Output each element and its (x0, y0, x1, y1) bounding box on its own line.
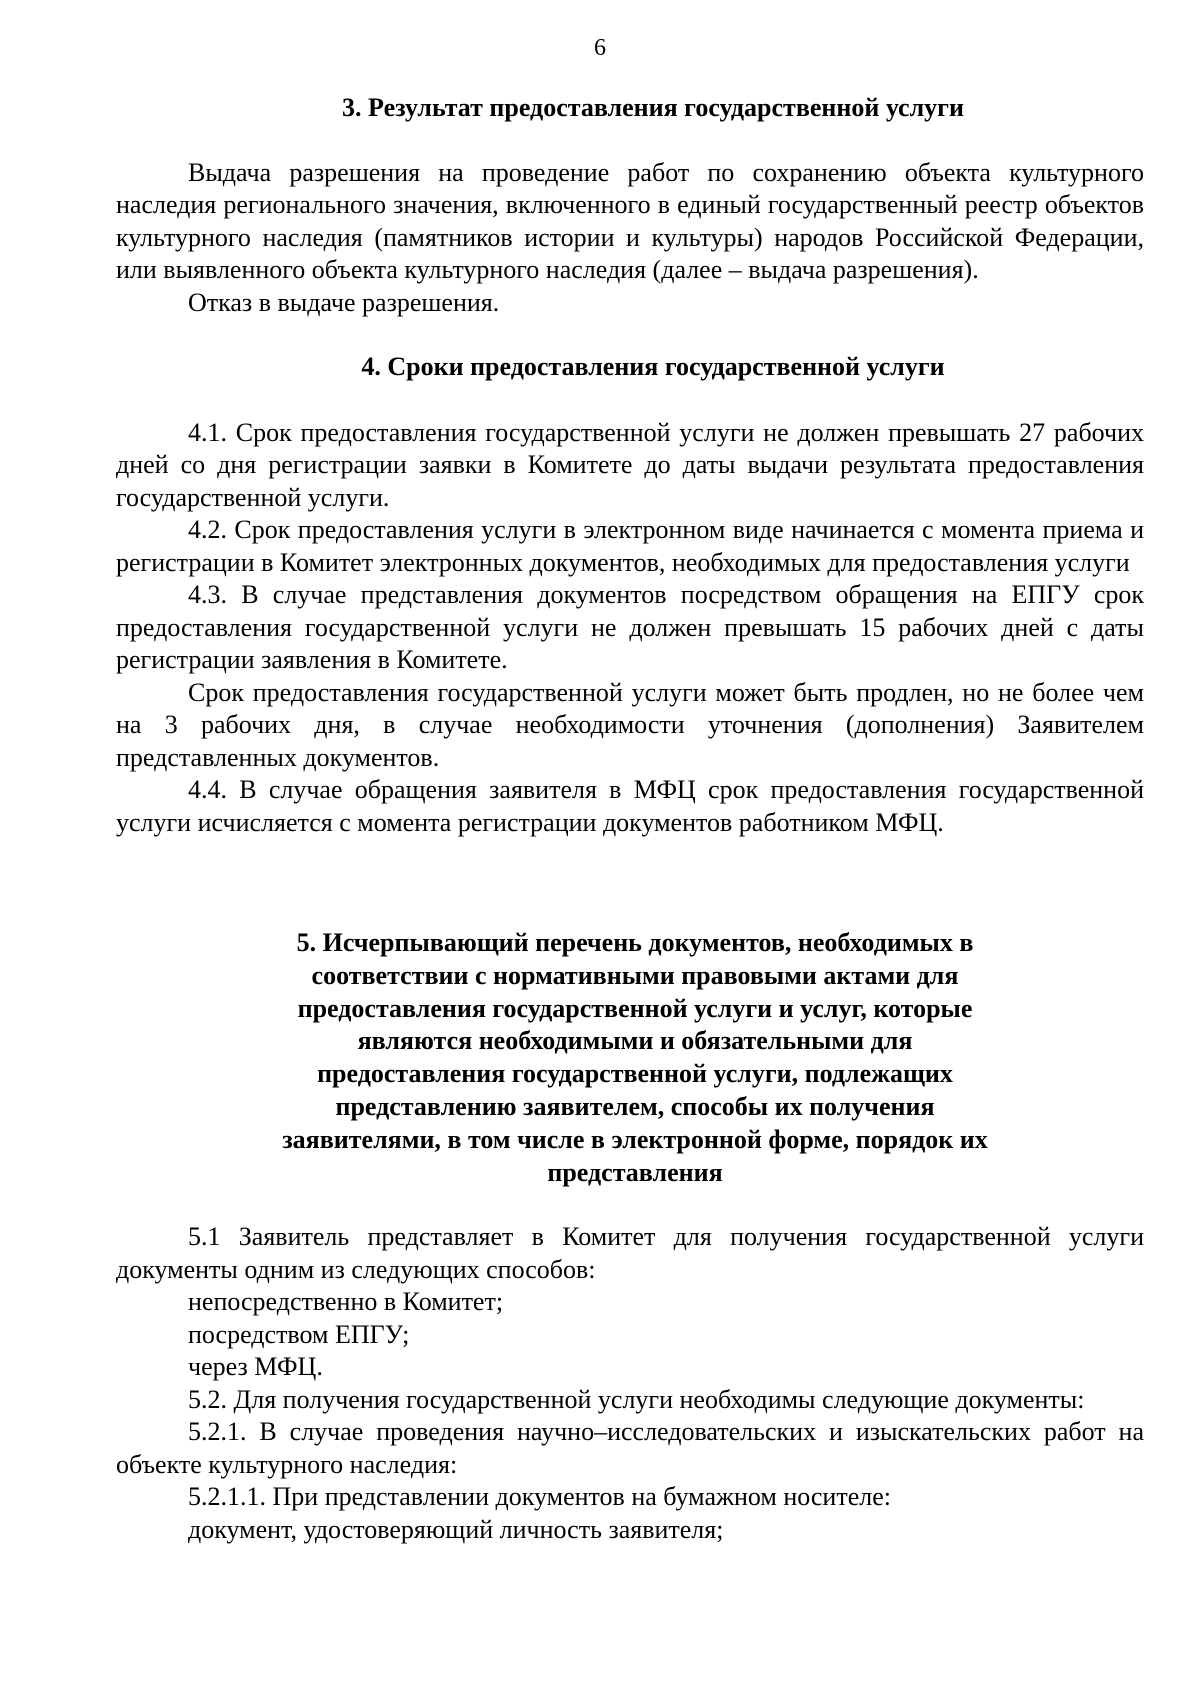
section-5-paragraph: 5.2.1. В случае проведения научно–исследовательских и изыскательских работ на объекте культурного наследия: (116, 1417, 1144, 1479)
document-body (116, 92, 1144, 1546)
section-5-list-item: посредством ЕПГУ; (188, 1319, 410, 1349)
section-3-paragraph: Выдача разрешения на проведение работ по сохранению объекта культурного наследия регионального значения, включенного в единый государственный реестр объектов культурного наследия (памятников истории и культуры) народов Российской Федерации, или выявленного объекта культурного наследия (далее – выдача разрешения). (116, 157, 1144, 284)
section-4-paragraph: 4.3. В случае представления документов посредством обращения на ЕПГУ срок предоставления государственной услуги не должен превышать 15 рабочих дней с даты регистрации заявления в Комитете. (116, 580, 1144, 674)
section-5-list-item: непосредственно в Комитет; (188, 1287, 504, 1317)
section-5-paragraph: 5.2.1.1. При представлении документов на бумажном носителе: (188, 1482, 891, 1512)
section-5-list-item: документ, удостоверяющий личность заявителя; (188, 1514, 724, 1544)
section-5-title: 5. Исчерпывающий перечень документов, необходимых в соответствии с нормативными правовыми актами для предоставления государственной услуги и услуг, которые являются необходимыми и обязательными для предоставления государственной услуги, подлежащих представлению заявителем, способы их получения заявителями, в том числе в электронной форме, порядок их представления (282, 928, 988, 1187)
section-5-list-item: через МФЦ. (188, 1352, 323, 1382)
page-number: 6 (594, 35, 606, 61)
section-4-paragraph: 4.1. Срок предоставления государственной услуги не должен превышать 27 рабочих дней со дня регистрации заявки в Комитете до даты выдачи результата предоставления государственной услуги. (116, 417, 1144, 512)
section-3-paragraph: Отказ в выдаче разрешения. (188, 287, 500, 317)
section-4-paragraph: 4.4. В случае обращения заявителя в МФЦ срок предоставления государственной услуги исчисляется с момента регистрации документов работником МФЦ. (116, 775, 1144, 837)
section-3-title: 3. Результат предоставления государственной услуги (342, 93, 964, 122)
section-4-title: 4. Сроки предоставления государственной услуги (361, 352, 945, 381)
section-4-paragraph: Срок предоставления государственной услуги может быть продлен, но не более чем на 3 рабочих дня, в случае необходимости уточнения (дополнения) Заявителем представленных документов. (116, 677, 1144, 772)
section-5-paragraph: 5.1 Заявитель представляет в Комитет для получения государственной услуги документы одним из следующих способов: (116, 1222, 1144, 1284)
section-5-paragraph: 5.2. Для получения государственной услуги необходимы следующие документы: (188, 1384, 1085, 1414)
section-4-paragraph: 4.2. Срок предоставления услуги в электронном виде начинается с момента приема и регистрации в Комитет электронных документов, необходимых для предоставления услуги (116, 515, 1144, 577)
